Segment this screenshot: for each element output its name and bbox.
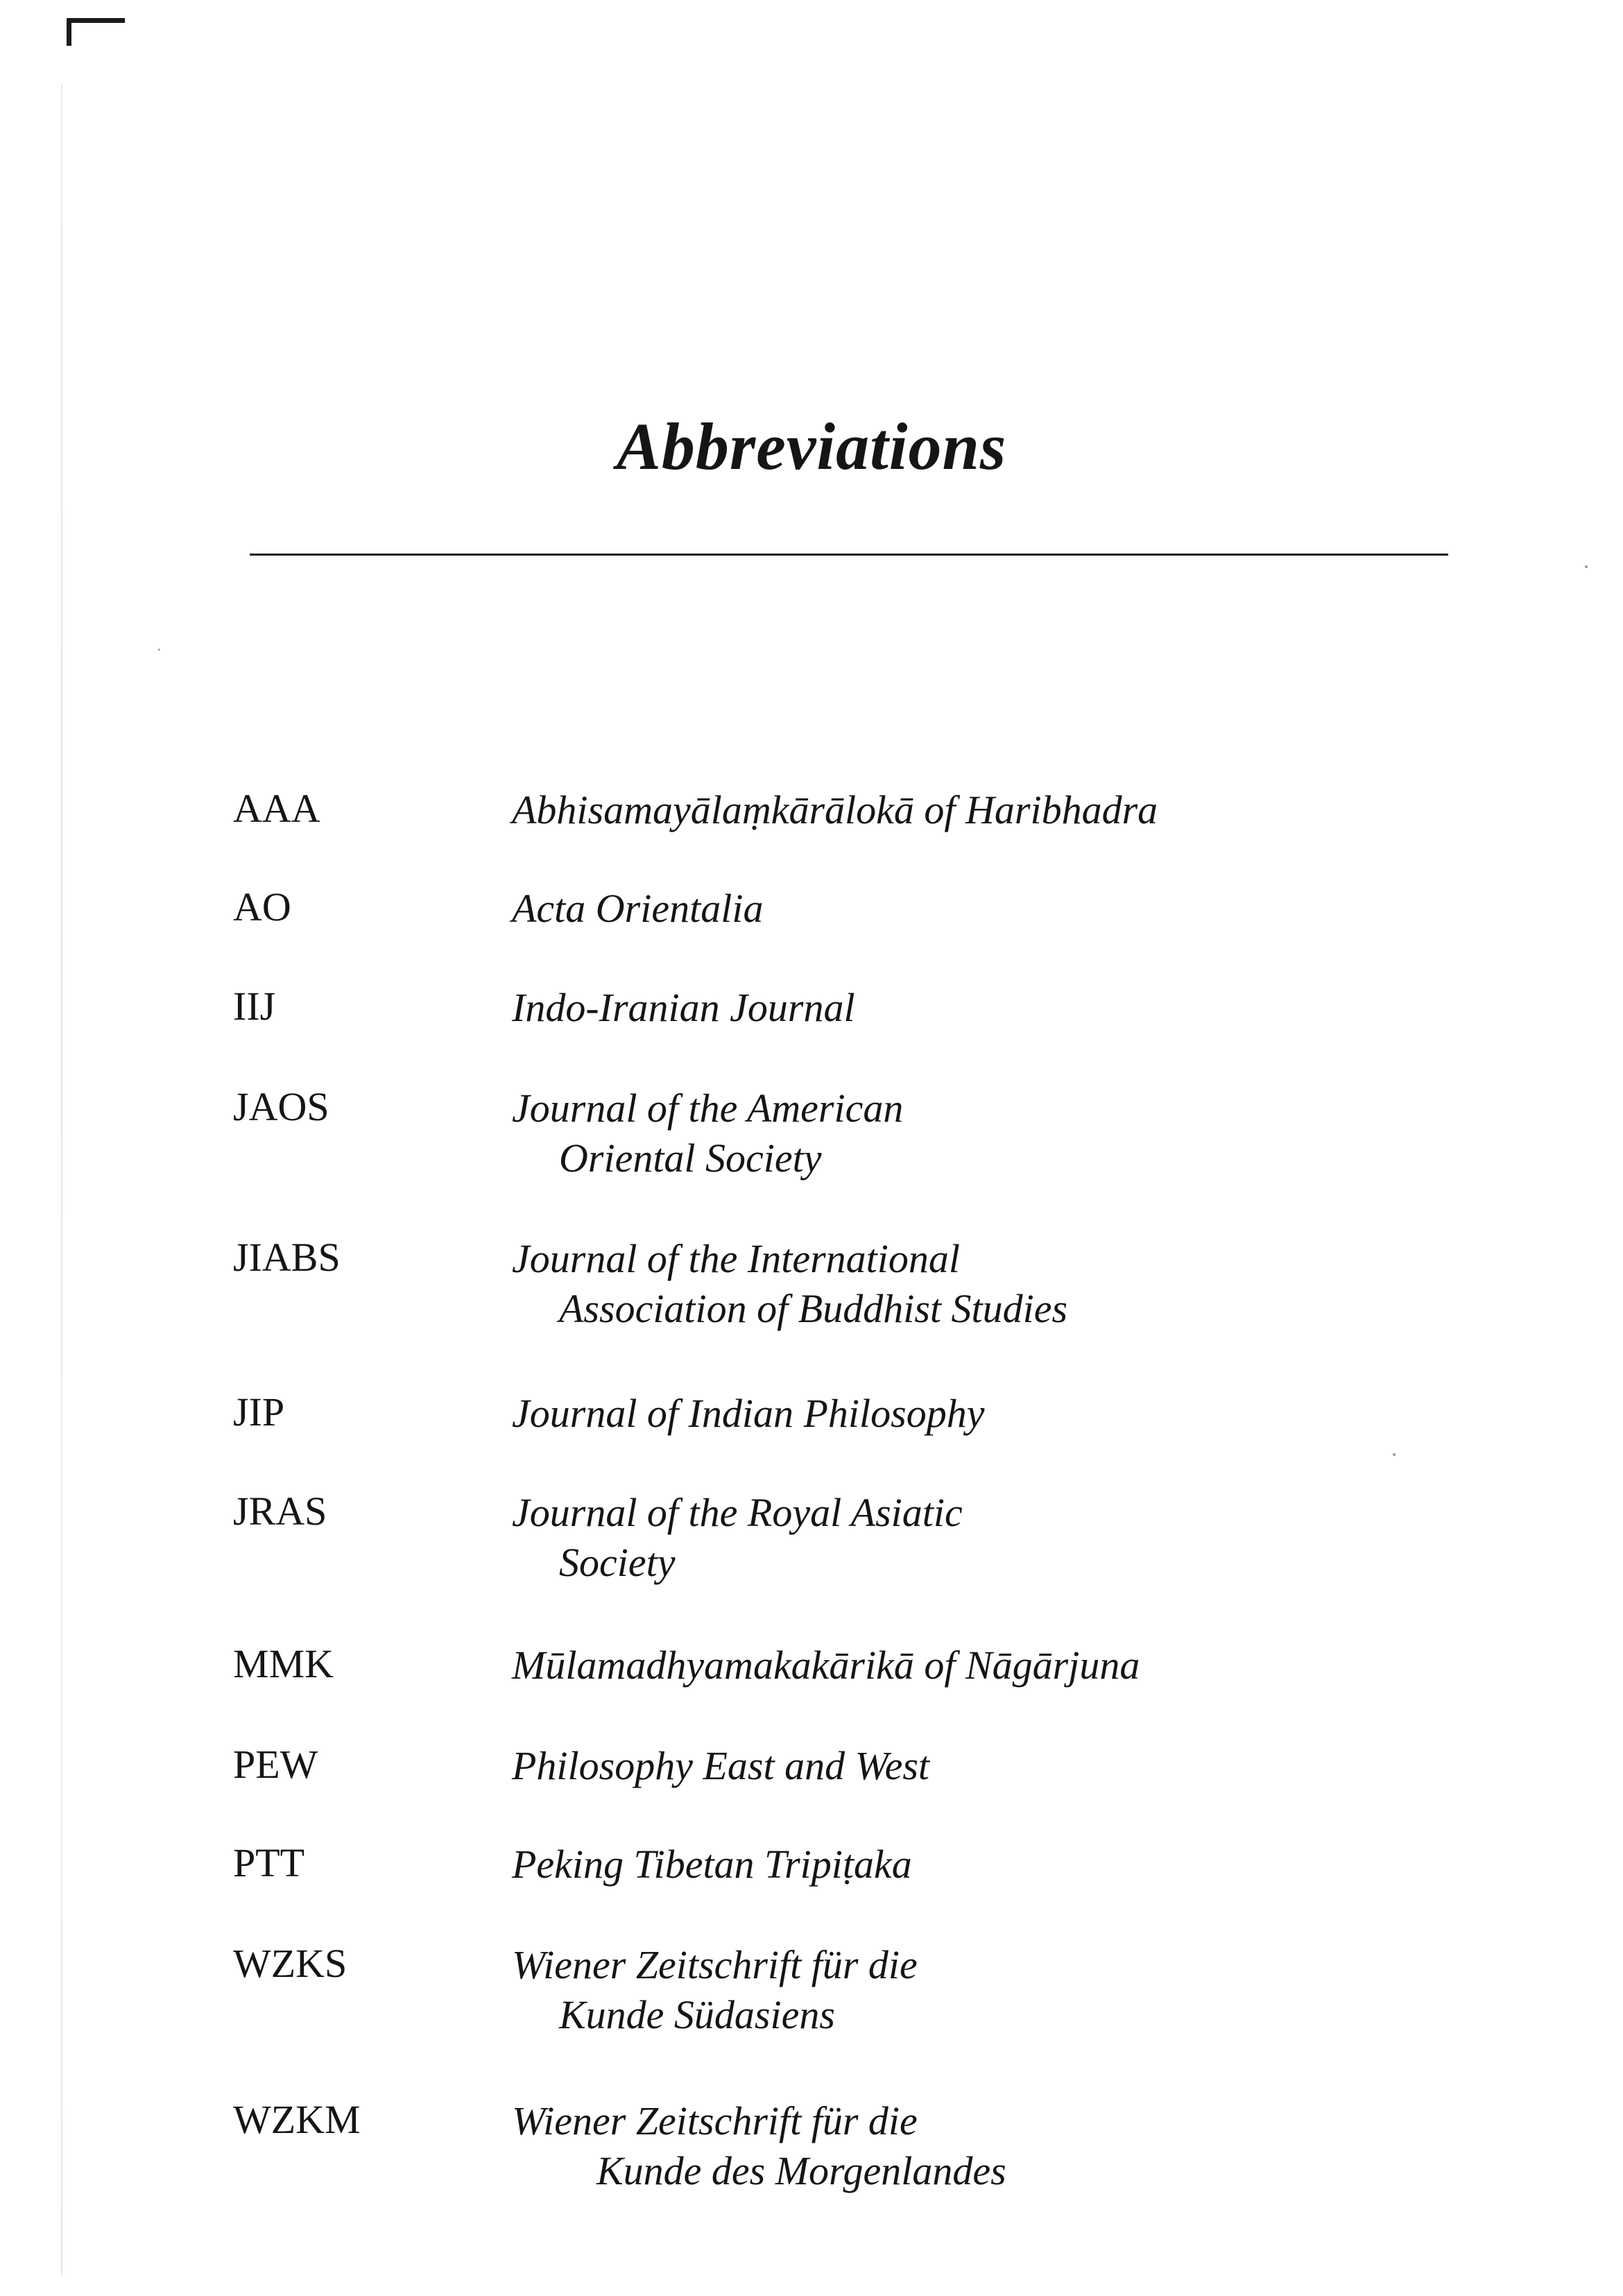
entry-definition — [512, 1488, 963, 1588]
definition-continuation-line: Society — [559, 1540, 676, 1585]
entry-abbreviation: MMK — [233, 1641, 334, 1686]
definition-continuation-line: Oriental Society — [559, 1136, 822, 1181]
page-title: Abbreviations — [616, 409, 1007, 483]
entry-definition — [512, 2096, 1006, 2196]
scan-page-edge — [61, 83, 62, 2275]
definition-line: Wiener Zeitschrift für die — [512, 1942, 918, 1987]
entry-abbreviation: JIP — [233, 1389, 285, 1434]
definition-line: Indo-Iranian Journal — [512, 985, 855, 1030]
entry-abbreviation: JIABS — [233, 1235, 341, 1280]
scan-speck — [1393, 1453, 1396, 1456]
entry-abbreviation: IIJ — [233, 984, 276, 1029]
entry-abbreviation: WZKM — [233, 2097, 361, 2142]
entry-abbreviation: PTT — [233, 1840, 305, 1885]
definition-continuation-line: Association of Buddhist Studies — [559, 1286, 1068, 1331]
definition-line: Wiener Zeitschrift für die — [512, 2098, 918, 2143]
definition-line: Acta Orientalia — [512, 886, 764, 931]
scan-speck — [1585, 565, 1588, 568]
entry-abbreviation: PEW — [233, 1742, 318, 1787]
definition-line: Mūlamadhyamakakārikā of Nāgārjuna — [512, 1643, 1140, 1688]
entry-definition — [512, 1840, 912, 1890]
entry-definition — [512, 884, 763, 934]
definition-line: Journal of Indian Philosophy — [512, 1391, 985, 1436]
entry-abbreviation: JAOS — [233, 1084, 329, 1129]
entry-abbreviation: AAA — [233, 786, 320, 831]
entry-definition — [512, 1640, 1140, 1690]
definition-continuation-line: Kunde Südasiens — [559, 1992, 835, 2037]
entry-definition — [512, 785, 1158, 835]
entry-abbreviation: AO — [233, 884, 291, 929]
definition-line: Peking Tibetan Tripiṭaka — [512, 1842, 912, 1887]
scan-speck — [158, 649, 160, 651]
definition-line: Philosophy East and West — [512, 1743, 930, 1788]
entry-abbreviation: JRAS — [233, 1489, 327, 1534]
entry-abbreviation: WZKS — [233, 1941, 347, 1986]
definition-line: Abhisamayālaṃkārālokā of Haribhadra — [512, 787, 1158, 832]
entry-definition — [512, 1083, 903, 1183]
definition-line: Journal of the International — [512, 1236, 960, 1281]
definition-line: Journal of the Royal Asiatic — [512, 1490, 963, 1535]
entry-definition — [512, 1389, 984, 1439]
definition-line: Journal of the American — [512, 1086, 904, 1131]
entry-definition — [512, 983, 855, 1033]
scan-corner-mark-vertical — [67, 18, 71, 46]
title-divider — [250, 554, 1448, 556]
scan-corner-mark — [67, 18, 125, 23]
definition-continuation-line: Kunde des Morgenlandes — [596, 2148, 1006, 2193]
entry-definition — [512, 1940, 918, 2040]
entry-definition — [512, 1741, 929, 1791]
entry-definition — [512, 1234, 1067, 1334]
